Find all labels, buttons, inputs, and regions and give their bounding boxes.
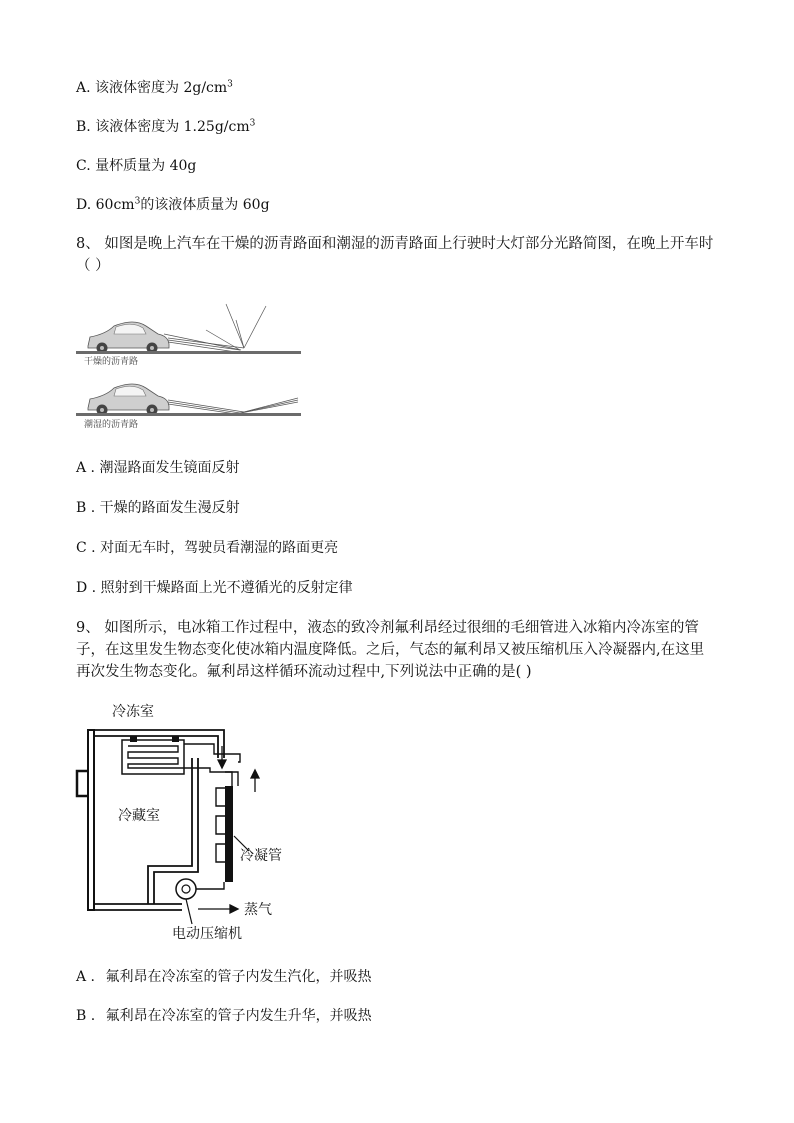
option-letter: B . (76, 1008, 96, 1024)
option-superscript: 3 (134, 196, 141, 207)
option-letter: D . (76, 580, 97, 596)
option-letter: A . (76, 460, 96, 476)
refrigerator-diagram (74, 696, 314, 946)
q7-option-c (76, 157, 196, 175)
condenser-label: 冷凝管 (240, 848, 282, 864)
q9-option-a (76, 968, 371, 986)
option-text: 照射到干燥路面上光不遵循光的反射定律 (100, 580, 353, 596)
compressor-icon (176, 879, 224, 924)
q9-option-b (76, 1007, 372, 1025)
condenser (216, 772, 238, 882)
option-text: 氟利昂在冷冻室的管子内发生汽化，并吸热 (105, 969, 372, 985)
option-letter: C . (76, 540, 96, 556)
option-text-after: 的该液体质量为 60g (140, 197, 270, 213)
q8-stem: 8、 如图是晚上汽车在干燥的沥青路面和潮湿的沥青路面上行驶时大灯部分光路简图，在晚上开车时（ ） (76, 236, 714, 274)
q8-option-a (76, 459, 239, 477)
option-text: 该液体密度为 2g/cm (95, 80, 228, 96)
q8-figure (76, 300, 301, 436)
dry-road-light-rays (164, 304, 266, 352)
option-text: 氟利昂在冷冻室的管子内发生升华，并吸热 (105, 1008, 372, 1024)
option-letter: C. (76, 158, 91, 174)
dry-road-label: 干燥的沥青路 (84, 357, 139, 367)
q9-figure (74, 696, 314, 950)
wet-road-surface (76, 413, 301, 416)
freezer-box (122, 740, 184, 774)
option-superscript: 3 (227, 79, 233, 90)
freezer-label: 冷冻室 (112, 704, 154, 720)
option-text: 量杯质量为 40g (95, 158, 197, 174)
q9-stem: 9、 如图所示，电冰箱工作过程中，液态的致冷剂氟利昂经过很细的毛细管进入冰箱内冷冻室的管子，在这里发生物态变化使冰箱内温度降低。之后，气态的氟利昂又被压缩机压入冷凝器内,在这里再次发生物态变化。氟利昂这样循环流动过程中,下列说法中正确的是( ) (76, 620, 705, 680)
option-text: 该液体密度为 1.25g/cm (95, 119, 250, 135)
option-text: 对面无车时，驾驶员看潮湿的路面更亮 (100, 540, 339, 556)
q8-option-b (76, 499, 240, 517)
option-letter: A . (76, 969, 96, 985)
car-road-diagram (76, 300, 301, 432)
wet-road-label: 潮湿的沥青路 (84, 420, 139, 430)
fridge-label: 冷藏室 (118, 808, 160, 824)
option-letter: D. (76, 197, 92, 213)
option-superscript: 3 (249, 118, 256, 129)
option-letter: B . (76, 500, 96, 516)
compressor-label: 电动压缩机 (172, 926, 242, 942)
q7-option-d (76, 196, 270, 214)
door (88, 730, 94, 910)
option-letter: B. (76, 119, 91, 135)
q8-option-c (76, 539, 338, 557)
car-icon-dry (88, 322, 169, 354)
q8-option-d (76, 579, 353, 597)
handle-icon (77, 771, 88, 796)
q7-option-b (76, 118, 255, 136)
steam-label: 蒸气 (244, 902, 272, 918)
q7-option-a (76, 79, 233, 97)
option-text: 干燥的路面发生漫反射 (99, 500, 240, 516)
wet-road-light-rays (168, 398, 298, 414)
option-text: 潮湿路面发生镜面反射 (99, 460, 240, 476)
dry-road-surface (76, 351, 301, 354)
option-text: 60cm (95, 197, 135, 213)
option-letter: A. (76, 80, 91, 96)
car-icon-wet (88, 384, 169, 416)
